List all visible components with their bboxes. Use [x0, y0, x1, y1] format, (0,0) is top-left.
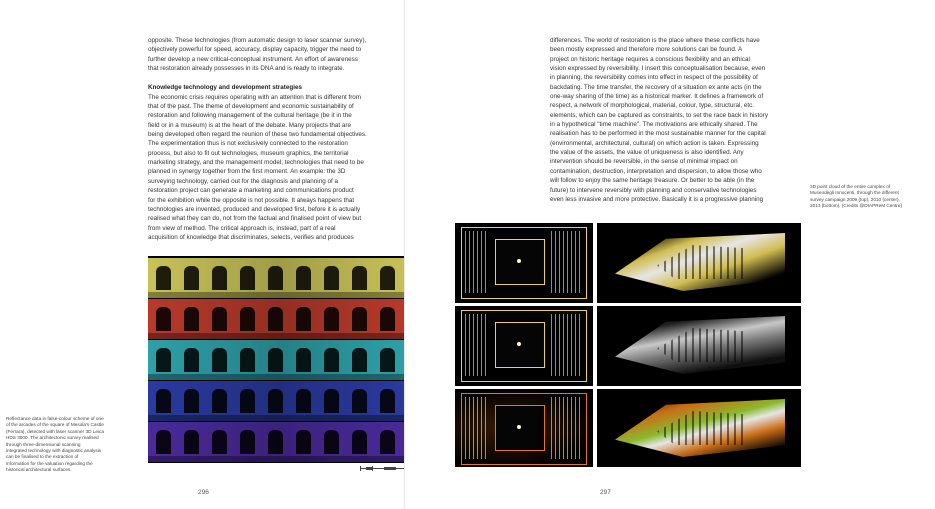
point-cloud-view-2013 [597, 389, 801, 467]
page-number-right: 297 [600, 489, 611, 496]
page-number-left: 296 [198, 489, 209, 496]
text-line: technologies are invented, produced and developed first, before it is actually [148, 205, 361, 213]
text-line: The economic crisis requires operating with an attention that is different from [148, 93, 362, 101]
text-line: in planning, the reversibility comes into effect in respect of the possibility of [550, 74, 758, 82]
caption-line: HDS 3000. The architectonic survey realised [6, 435, 99, 441]
text-line: intervention should be reversible, in the sense of minimal impact on [550, 158, 738, 166]
point-cloud-plan-2009 [455, 223, 593, 303]
section-heading: Knowledge technology and development strategies [148, 84, 302, 92]
text-line: been mostly expressed and therefore more solutions can be found. A [550, 46, 743, 54]
text-line: differences. The world of restoration is the place where these conflicts have [550, 37, 760, 44]
caption-line: survey campaign 2009 (top), 2010 (center), [810, 196, 900, 202]
text-line: restoration project can generate a marketing and communications product [148, 187, 354, 195]
point-cloud-plan-2010 [455, 306, 593, 386]
caption-line: 2013 (bottom). (Credits @DIAPReM Centre) [810, 203, 903, 209]
text-line: field or in a museum) is at the heart of the debate. Many projects that are [148, 121, 352, 129]
text-line: from view of method. The critical approach is, instead, part of a real [148, 224, 336, 232]
figure-caption-right [810, 184, 935, 210]
text-line: the value of the assets, the value of uniqueness is also identified. Any [550, 149, 744, 157]
caption-line: Reflectance data in false-colour scheme of one [6, 416, 104, 421]
caption-line: can be finalised to the extraction of [6, 454, 79, 460]
point-cloud-view-2010 [597, 306, 801, 386]
text-line: backdating. The time transfer, the recovery of a situation ex ante acts (in the [550, 83, 762, 91]
text-line: that of the past. The theme of development and economic sustainability of [148, 103, 354, 111]
text-line: opposite. These technologies (from automatic design to laser scanner survey), [148, 37, 367, 44]
caption-line: information for the valuation regarding the [6, 460, 93, 466]
caption-line: (Ferrara), detected with laser scanner 3D Leica [6, 428, 104, 434]
text-line: process, but also to fit out technologies, museum graphics, the territorial [148, 149, 349, 157]
text-line: realised what they can do, not from the factual and finalised point of view but [148, 215, 362, 223]
text-line: acquisition of knowledge that discriminates, selects, verifies and produces [148, 233, 354, 241]
text-line: vision expressed by reversibility. I insert this conceptualisation because, even [550, 65, 766, 73]
text-line: even less invasive and more protective. Basically it is a progressive planning [550, 195, 764, 203]
text-line: for the exhibition while the opposite is not possible. It always happens that [148, 196, 355, 204]
caption-line: of the arcades of the square of Mesola's Castle [6, 422, 104, 428]
caption-line: 3D point cloud of the entire complex of [810, 184, 890, 189]
text-line: realisation has to be performed in the most sustainable manner for the capital [550, 130, 766, 138]
arcade-scan-strip [148, 258, 410, 298]
scale-bar [360, 466, 408, 472]
text-line: elements, which can be captured as constraints, to set the race back in history [550, 111, 769, 119]
text-line: further develop a new critical-conceptual instrument. An effort of awareness [148, 55, 358, 63]
text-line: in a hypothetical "time machine". The motivations are ethically shared. The [550, 121, 758, 129]
text-line: The experimentation thus is not exclusively connected to the restoration [148, 140, 348, 148]
point-cloud-view-2009 [597, 223, 801, 303]
text-line: being developed often regard the reunion of these two fundamental objectives. [148, 131, 367, 139]
text-line: marketing strategy, and the management model; technologies that need to be [148, 159, 364, 167]
right-body-text [550, 36, 802, 204]
figure-caption-left [6, 416, 134, 474]
text-line: contamination, destruction, interpretation and dispersion, to allow those who [550, 167, 762, 175]
text-line: surveying technology, carried out for the diagnosis and planning of a [148, 177, 338, 185]
text-line: one-way sharing of the time) as a historical marker. It defines a framework of [550, 93, 764, 101]
text-line: planned in synergy together from the first moment. An example: the 3D [148, 168, 346, 176]
text-line: future) to intervene reversibly with planning and conservative technologies [550, 186, 757, 194]
text-line: project on historic heritage requires a conscious flexibility and an ethical [550, 55, 750, 63]
text-line: that restoration already possesses in its DNA and is ready to integrate. [148, 65, 345, 73]
left-page [0, 0, 405, 509]
arcade-scan-strip [148, 340, 410, 380]
arcade-scan-strip [148, 299, 410, 339]
arcade-scan-strip [148, 381, 410, 421]
text-line: restoration and following management of the cultural heritage (be it in the [148, 112, 352, 120]
arcade-scan-strip [148, 422, 410, 462]
text-line: will follow to enjoy the same heritage treasure. Or better to be able (in the [550, 177, 755, 185]
caption-line: through three-dimensional scanning [6, 441, 81, 447]
text-line: (environmental, architectural, cultural) on which action is taken. Expressing [550, 139, 759, 147]
text-line: respect, a network of morphological, material, colour, type, structural, etc. [550, 102, 755, 110]
text-line: objectively powerful for speed, accuracy, display capacity, trigger the need to [148, 46, 362, 54]
caption-line: integrated technology with diagnostic analysis [6, 448, 102, 454]
caption-line: Museodegli Innocenti, through the different [810, 190, 899, 196]
left-body-text [148, 36, 410, 242]
point-cloud-plan-2013 [455, 389, 593, 467]
caption-line: historical architectural surfaces. [6, 467, 72, 473]
reflectance-false-colour-figure [148, 256, 410, 463]
